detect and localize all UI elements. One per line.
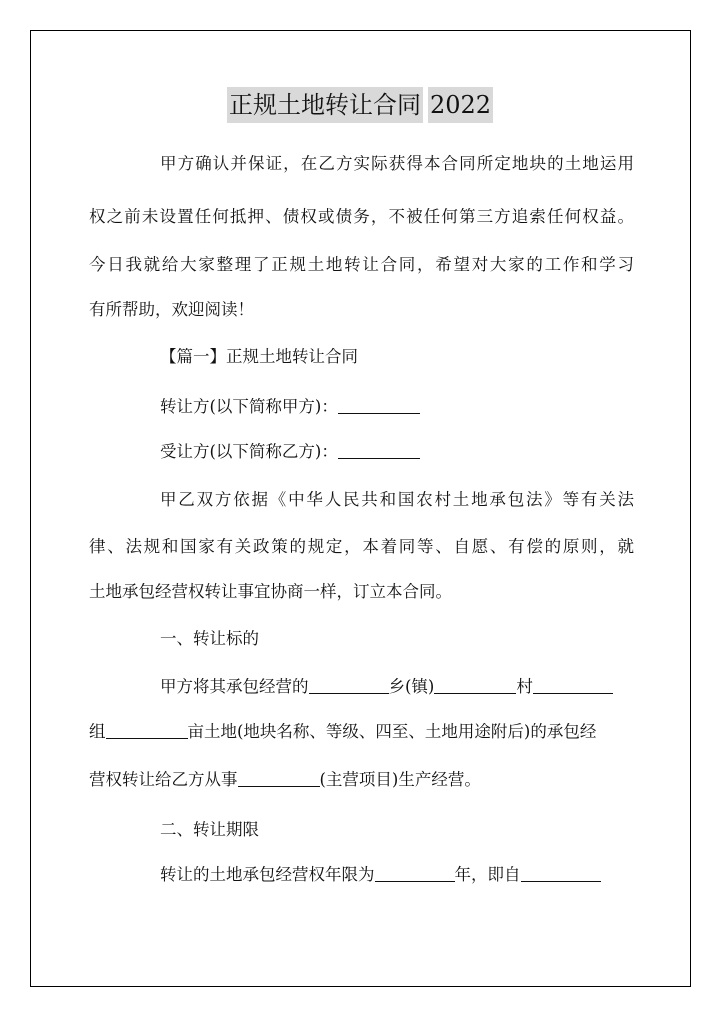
transferor-line <box>160 395 634 419</box>
transferor-label: 转让方(以下简称甲方)： <box>160 397 338 416</box>
title-year: 2022 <box>428 87 493 123</box>
preamble-line-1: 甲乙双方依据《中华人民共和国农村土地承包法》等有关法 <box>160 490 634 509</box>
group-blank[interactable] <box>533 675 613 694</box>
preamble-line-3: 土地承包经营权转让事宜协商一样，订立本合同。 <box>89 582 452 601</box>
document-title <box>0 87 720 123</box>
township-blank[interactable] <box>309 675 389 694</box>
section-heading: 【篇一】正规土地转让合同 <box>160 347 358 366</box>
village-blank[interactable] <box>434 675 516 694</box>
article1-line2-b: 亩土地(地块名称、等级、四至、土地用途附后)的承包经 <box>187 722 597 741</box>
start-date-blank[interactable] <box>521 863 601 882</box>
intro-line-3: 今日我就给大家整理了正规土地转让合同，希望对大家的工作和学习 <box>89 255 634 274</box>
transferee-label: 受让方(以下简称乙方)： <box>160 442 338 461</box>
article1-line1-a: 甲方将其承包经营的 <box>160 677 309 696</box>
article1-line-3 <box>89 768 634 792</box>
article2-heading: 二、转让期限 <box>160 820 259 839</box>
article1-line2-a: 组 <box>89 722 106 741</box>
article1-line3-a: 营权转让给乙方从事 <box>89 770 238 789</box>
article1-line-1 <box>160 675 634 699</box>
intro-line-2: 权之前未设置任何抵押、债权或债务，不被任何第三方追索任何权益。 <box>89 207 634 226</box>
article1-line1-c: 村 <box>516 677 533 696</box>
article2-line1-b: 年，即自 <box>454 865 521 884</box>
transferor-blank[interactable] <box>338 395 420 414</box>
project-blank[interactable] <box>238 768 320 787</box>
article2-line1-a: 转让的土地承包经营权年限为 <box>160 865 375 884</box>
title-text: 正规土地转让合同 <box>227 87 423 123</box>
article1-line1-b: 乡(镇) <box>388 677 435 696</box>
intro-line-1: 甲方确认并保证，在乙方实际获得本合同所定地块的土地运用 <box>160 154 634 173</box>
article1-line3-b: (主营项目)生产经营。 <box>319 770 481 789</box>
transferee-blank[interactable] <box>338 440 420 459</box>
article1-line-2 <box>89 720 634 744</box>
article2-line-1 <box>160 863 634 887</box>
transferee-line <box>160 440 634 464</box>
area-blank[interactable] <box>106 720 188 739</box>
intro-line-4: 有所帮助，欢迎阅读！ <box>89 300 254 319</box>
years-blank[interactable] <box>375 863 455 882</box>
article1-heading: 一、转让标的 <box>160 629 259 648</box>
preamble-line-2: 律、法规和国家有关政策的规定，本着同等、自愿、有偿的原则，就 <box>89 537 634 556</box>
